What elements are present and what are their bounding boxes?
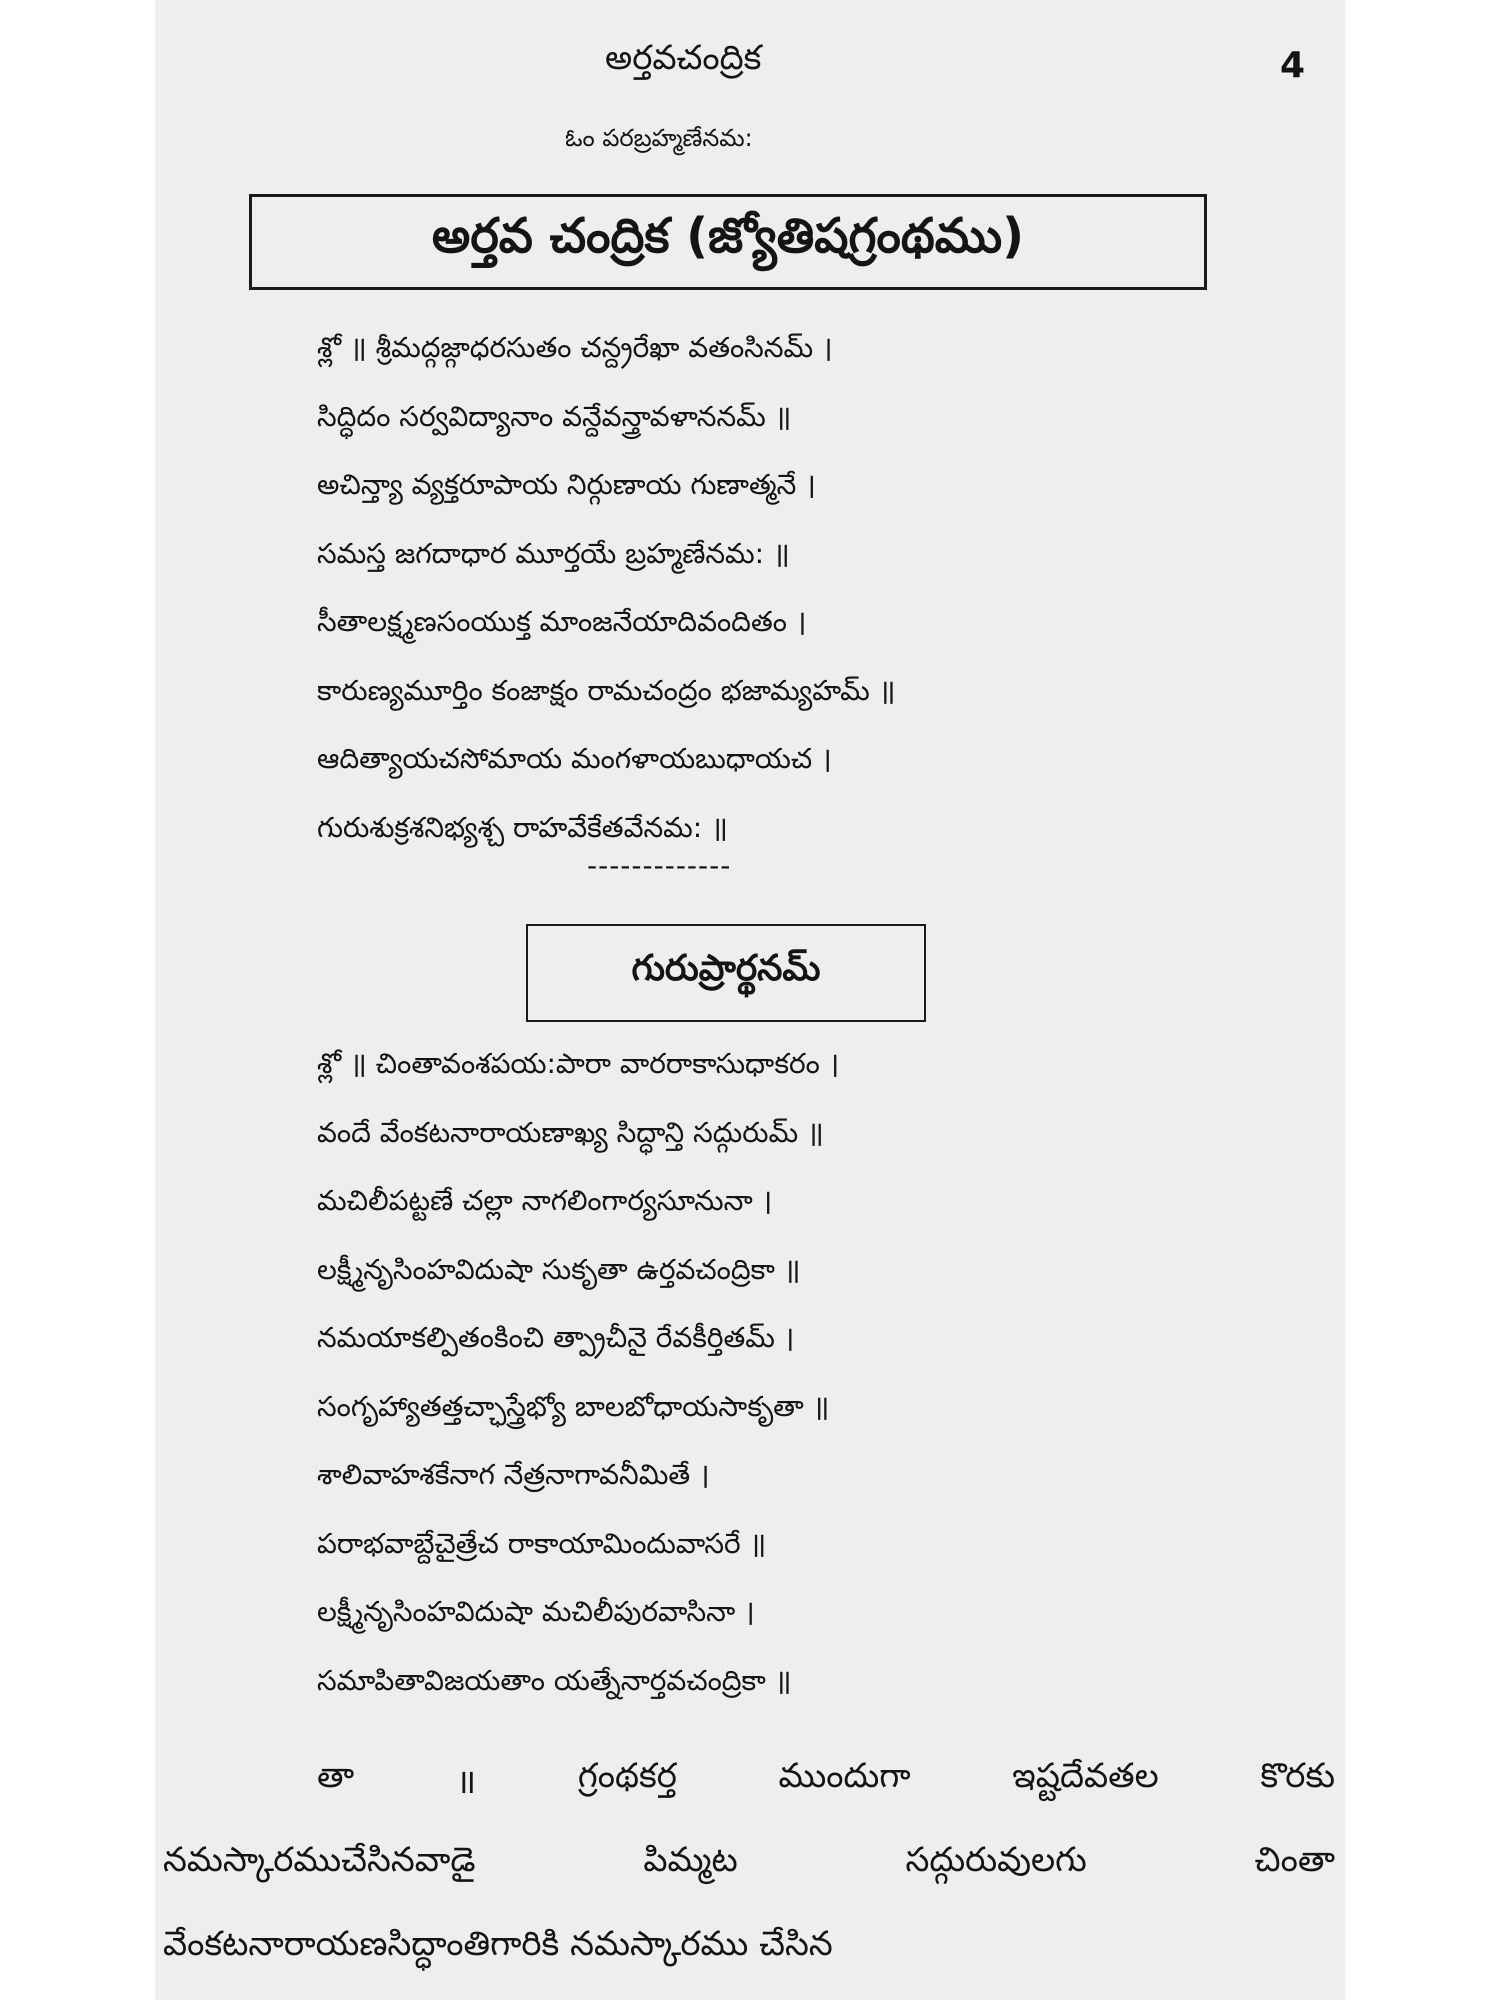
commentary-word: ॥	[455, 1762, 477, 1802]
commentary-word: ముందుగా	[778, 1756, 911, 1796]
section-separator: -------------	[587, 849, 732, 882]
verse-line: సిద్ధిదం సర్వవిద్యానాం వన్దేవన్త్రావళాననమ్ ॥	[317, 399, 792, 433]
section-title-box	[526, 924, 926, 1022]
verse-line: సంగృహ్యాతత్తచ్ఛాస్త్రేభ్యో బాలబోధాయసాకృతా ॥	[317, 1389, 830, 1423]
section-title: గురుప్రార్థనమ్	[631, 948, 821, 989]
verse-line: కారుణ్యమూర్తిం కంజాక్షం రామచంద్రం భజామ్యహమ్ ॥	[317, 673, 896, 707]
opening-verses	[317, 314, 1237, 862]
commentary-word: చింతా	[1254, 1840, 1335, 1880]
verse-line: సీతాలక్ష్మణసంయుక్త మాంజనేయాదివందితం ।	[317, 605, 807, 639]
commentary-word: తా	[317, 1756, 355, 1796]
guru-verses	[317, 1030, 1237, 1715]
verse-line: గురుశుక్రశనిభ్యశ్చ రాహవేకేతవేనమ: ॥	[317, 810, 728, 844]
commentary-word: గ్రంథకర్త	[577, 1756, 677, 1796]
commentary-word: వేంకటనారాయణసిద్ధాంతిగారికి	[163, 1924, 560, 1964]
verse-line: లక్ష్మీనృసింహవిదుషా మచిలీపురవాసినా ।	[317, 1595, 755, 1629]
verse-line: సమస్త జగదాధార మూర్తయే బ్రహ్మణేనమ: ॥	[317, 536, 790, 570]
verse-line: సమాపితావిజయతాం యత్నేనార్తవచంద్రికా ॥	[317, 1663, 792, 1697]
commentary-word: నమస్కారము	[570, 1924, 749, 1964]
commentary-word: చేసిన	[759, 1924, 833, 1964]
verse-line: పరాభవాబ్దేచైత్రేచ రాకాయామిందువాసరే ॥	[317, 1526, 767, 1560]
commentary-paragraph	[155, 1738, 1345, 1990]
running-title: అర్తవచంద్రిక	[605, 38, 762, 78]
main-title: అర్తవ చంద్రిక (జ్యోతిషగ్రంథము)	[431, 208, 1025, 264]
verse-line: లక్ష్మీనృసింహవిదుషా సుకృతా ఉర్తవచంద్రికా ॥	[317, 1252, 801, 1286]
commentary-word: నమస్కారముచేసినవాడై	[163, 1840, 476, 1880]
page-number: 4	[1279, 45, 1305, 86]
verse-line: వందే వేంకటనారాయణాఖ్య సిద్ధాన్తి సద్గురుమ్ ॥	[317, 1115, 824, 1149]
commentary-word: పిమ్మట	[643, 1840, 738, 1880]
book-page	[155, 0, 1345, 2000]
verse-line: నమయాకల్పితంకించి త్ప్రాచీనై రేవకీర్తితమ్ ।	[317, 1321, 795, 1355]
verse-line: మచిలీపట్టణే చల్లా నాగలింగార్యసూనునా ।	[317, 1184, 773, 1218]
commentary-word: కొరకు	[1260, 1756, 1335, 1796]
main-title-box	[249, 194, 1207, 290]
commentary-word: ఇష్టదేవతల	[1012, 1756, 1159, 1796]
invocation-line: ఓం పరబ్రహ్మణేనమ:	[565, 124, 753, 152]
commentary-line	[155, 1738, 1335, 1822]
commentary-word: సద్గురువులగు	[905, 1840, 1087, 1880]
commentary-line	[155, 1822, 1335, 1906]
verse-line: శాలివాహశకేనాగ నేత్రనాగావనీమితే ।	[317, 1458, 710, 1492]
verse-line: శ్లో ॥ శ్రీమద్గజ్గాధరసుతం చన్ద్రరేఖా వతంసినమ్ ।	[317, 331, 833, 365]
commentary-line	[155, 1906, 1345, 1990]
verse-line: ఆదిత్యాయచసోమాయ మంగళాయబుధాయచ ।	[317, 742, 832, 776]
verse-line: శ్లో ॥ చింతావంశపయ:పారా వారరాకాసుధాకరం ।	[317, 1047, 840, 1081]
verse-line: అచిన్త్యా వ్యక్తరూపాయ నిర్గుణాయ గుణాత్మనే ।	[317, 468, 816, 502]
